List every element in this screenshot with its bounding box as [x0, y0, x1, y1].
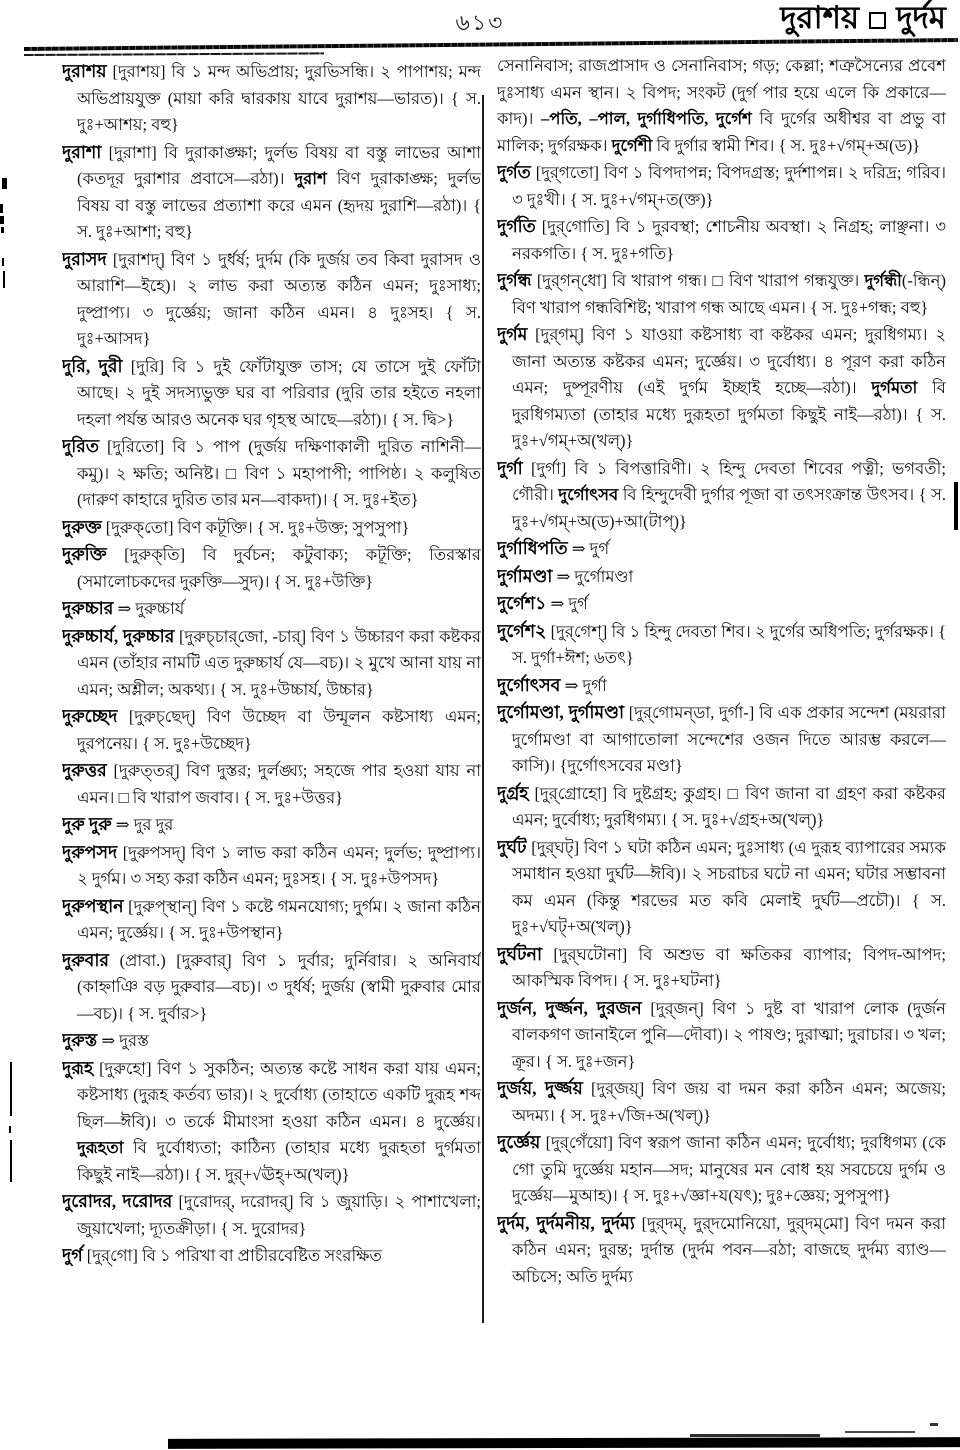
entry-headword: দুরু দুরু — [62, 814, 112, 834]
entry-headword: দুর্গাধিপতি — [497, 538, 568, 558]
entry-headword: দুরোদর, দরোদর — [62, 1191, 173, 1211]
dictionary-entry — [62, 595, 481, 623]
scan-artifact — [2, 258, 4, 266]
dictionary-entry — [62, 1055, 481, 1189]
column-divider — [482, 95, 484, 1323]
dictionary-entry — [497, 1210, 946, 1291]
scan-artifact — [1, 227, 4, 233]
entry-body: [দুরিতো] বি ১ পাপ (দুর্জয় দক্ষিণাকালী দুরিত নাশিনী—কমু)। ২ ক্ষতি; অনিষ্ট। □ বিণ ১ মহাপাপী; পাপিষ্ঠ। ২ কলুষিত (দারুণ কাহারে দুরিত তার মন—বাকদা)। { স. দুঃ+ইত} — [77, 437, 481, 509]
entry-headword: দুর্গামণ্ডা — [497, 565, 553, 586]
dictionary-entry — [62, 893, 481, 947]
entry-body: [দুর্‌গোমন্‌ডা, দুর্গা-] বি এক প্রকার সন্দেশ (ময়রারা দুর্গোমণ্ডা বা আগাতোলা সন্দেশের ওজন দিতে আরম্ভ করলে—কাসি)। {দুর্গোৎসবের মণ্ডা} — [512, 703, 946, 775]
entry-headword: দুরুপসদ — [62, 841, 118, 862]
scan-artifact — [0, 216, 4, 224]
guide-word-left: দুরাশয় — [780, 0, 860, 35]
entry-headword: দুর্গেশ২ — [497, 620, 547, 641]
entry-body: [দুর্‌গেশ্] বি ১ হিন্দু দেবতা শিব। ২ দুর্গের অধিপতি; দুর্গরক্ষক। { স. দুর্গা+ঈশ; ৬তৎ} — [512, 621, 946, 667]
guide-word-right: দুর্দম — [896, 0, 946, 35]
entry-body: [দুর্গা] বি ১ বিপত্তারিণী। ২ হিন্দু দেবতা শিবের পত্নী; ভগবতী; গৌরী। দুর্গোৎসব বি হিন্দুদেবী দুর্গার পূজা বা তৎসংক্রান্ত উৎসব। { স. দুঃ+√গম্+অ(ড)+আ(টাপ্)} — [512, 458, 946, 531]
entry-headword: দুরূহ — [62, 1057, 94, 1078]
header-rule-fragment — [24, 52, 324, 56]
entry-headword: দুর্জন, দুর্জ্জন, দুরজন — [497, 997, 642, 1018]
scan-artifact — [3, 271, 5, 288]
entry-headword: দুর্গোৎসব — [497, 674, 561, 695]
entry-body: ⇒ দুর্গা — [560, 675, 607, 695]
bottom-scan-bar — [168, 1437, 960, 1449]
scan-smudge — [845, 1431, 915, 1433]
entry-body: [দুর্‌জন্] বিণ ১ দুষ্ট বা খারাপ লোক (দুর্জন বালকগণ জানাইলে পুনি—দৌবা)। ২ পাষণ্ড; দুরাত্মা; দুরাচার। ৩ খল; ক্রূর। { স. দুঃ+জন} — [512, 998, 946, 1071]
entry-body: [দুরুপসদ্] বিণ ১ লাভ করা কঠিন এমন; দুর্লভ; দুষ্প্রাপ্য। ২ দুর্গম। ৩ সহ্য করা কঠিন এমন; দুঃসহ। { স. দুঃ+উপসদ} — [77, 842, 481, 888]
entry-headword: দুরুত্তর — [62, 760, 107, 780]
right-column — [497, 52, 946, 1342]
entry-body: [দুর্‌ঘট্] বিণ ১ ঘটা কঠিন এমন; দুঃসাধ্য (এ দুরূহ ব্যাপারের সম্যক সমাধান হওয়া দুর্ঘট—ঈবি)। ২ সচরাচর ঘটে না এমন; ঘটার সম্ভাবনা কম এমন (কিন্তু শরভের মত কবি মেলাই দুর্ঘট—প্রচৌ)। { স. দুঃ+√ঘট্+অ(খল্)} — [512, 837, 946, 936]
entry-body: [দুর্‌গন্‌ধো] বি খারাপ গন্ধ। □ বিণ খারাপ গন্ধযুক্ত। দুর্গন্ধী(-ন্ধিন্) বিণ খারাপ গন্ধবিশিষ্ট; খারাপ গন্ধ আছে এমন। { স. দুঃ+গন্ধ; বহু} — [512, 271, 946, 317]
dictionary-entry — [62, 433, 481, 514]
dictionary-entry — [62, 1242, 481, 1270]
entry-headword: দুর্গেশ১ — [497, 593, 547, 613]
entry-body: [দুরুচ্‌চার্‌জো, -চার্] বিণ ১ উচ্চারণ করা কষ্টকর এমন (তাঁহার নামটি এত দুরুচ্চার্য যে—বচ)। ২ মুখে আনা যায় না এমন; অশ্লীল; অকথ্য। { স. দুঃ+উচ্চার্য, উচ্চার} — [77, 626, 481, 699]
dictionary-entry — [497, 672, 946, 700]
dictionary-entry — [497, 1075, 946, 1129]
entry-body: [দুরুক্‌তি] বি দুর্বচন; কটুবাক্য; কটূক্তি; তিরস্কার (সমালোচকদের দুরুক্তি—সুদ)। { স. দুঃ+উক্তি} — [77, 545, 481, 591]
entry-body: [দুরুপ্‌স্থান্] বিণ ১ কষ্টে গমনযোগ্য; দুর্গম। ২ জানা কঠিন এমন; দুর্জ্ঞেয়। { স. দুঃ+উপস্থান} — [77, 896, 481, 942]
entry-body: [দুর্‌গো] বি ১ পরিখা বা প্রাচীরবেষ্টিত সংরক্ষিত — [82, 1246, 382, 1265]
entry-headword: দুরুস্ত — [62, 1030, 98, 1050]
entry-headword: দুরুচ্চার্য, দুরুচ্চার — [62, 625, 175, 646]
entry-body: [দুরাশদ্] বিণ ১ দুর্ধর্ষ; দুর্দম (কি দুর্জয় তব কিবা দুরাসদ ও আরাশি—ইহে)। ২ লাভ করা অত্যন্ত কঠিন এমন; দুঃসাধ্য; দুষ্প্রাপ্য। ৩ দুর্জ্ঞেয়; জানা কঠিন এমন। ৪ দুঃসহ। { স. দুঃ+আসদ} — [77, 249, 481, 348]
dictionary-entry — [497, 455, 946, 536]
entry-body: [দুর্‌ঘটোনা] বি অশুভ বা ক্ষতিকর ব্যাপার; বিপদ-আপদ; আকস্মিক বিপদ। { স. দুঃ+ঘটনা} — [512, 944, 946, 990]
entry-headword: দুরি, দুরী — [62, 355, 123, 376]
entry-body: [দুরি] বি ১ দুই ফোঁটাযুক্ত তাস; যে তাসে দুই ফোঁটা আছে। ২ দুই সদস্যভুক্ত ঘর বা পরিবার (দুরি তার হইতে নহলা দহলা পর্যন্ত আরও অনেক ঘর গৃহস্থ আছে—রঠা)। { স. দ্বি>} — [77, 356, 481, 429]
dictionary-entry — [62, 58, 481, 139]
entry-headword: দুর্দম, দুর্দমনীয়, দুর্দম্য — [497, 1212, 635, 1233]
entry-body: [দুরুহো] বিণ ১ সুকঠিন; অত্যন্ত কষ্টে সাধন করা যায় এমন; কষ্টসাধ্য (দুরূহ কর্তব্য ভার)। ২ দুর্বোধ্য (তাহাতে একটি দুরূহ শব্দ ছিল—ঈবি)। ৩ তর্কে মীমাংসা হওয়া কঠিন এমন। ৪ দুর্জ্ঞেয়। দুরূহতা বি দুর্বোধ্যতা; কাঠিন্য (তাহার মধ্যে দুরূহতা দুর্গমতা কিছুই নাই—রঠা)। { স. দুর্+√ঊহ্+অ(খল্)} — [77, 1058, 481, 1184]
entry-headword: দুর্গন্ধ — [497, 270, 532, 290]
entry-body: [দুরুচ্‌ছেদ্] বিণ উচ্ছেদ বা উন্মূলন কষ্টসাধ্য এমন; দুরপনেয়। { স. দুঃ+উচ্ছেদ} — [77, 707, 481, 753]
scan-artifact — [2, 178, 7, 189]
dictionary-entry — [62, 1188, 481, 1242]
dictionary-entry — [497, 699, 946, 780]
entry-headword: দুরিত — [62, 436, 99, 456]
dictionary-entry — [62, 139, 481, 246]
dictionary-entry — [497, 213, 946, 267]
entry-headword: দুর্গা — [497, 457, 523, 478]
entry-body: [দুরাশা] বি দুরাকাঙ্ক্ষা; দুর্লভ বিষয় বা বস্তু লাভের আশা (কতদূর দুরাশার প্রবাসে—রঠা)। দুরাশ বিণ দুরাকাঙ্ক্ষ; দুর্লভ বিষয় বা বস্তু লাভের প্রত্যাশা করে এমন (হৃদয় দুরাশি—রঠা)। { স. দুঃ+আশা; বহু} — [77, 142, 481, 241]
guide-words — [780, 0, 946, 36]
dictionary-entry — [497, 321, 946, 455]
entry-headword: দুর্জ্ঞেয় — [497, 1132, 541, 1152]
entry-headword: দুরাশা — [62, 141, 102, 162]
entry-body: ⇒ দুর্গোমণ্ডা — [552, 566, 634, 586]
scan-artifact — [10, 1062, 12, 1116]
entry-headword: দুরুবার — [62, 949, 110, 970]
dictionary-entry — [62, 757, 481, 811]
entry-headword: দুর্ঘটনা — [497, 943, 543, 964]
dictionary-entry — [497, 267, 946, 321]
entry-body: [দুরাশয়] বি ১ মন্দ অভিপ্রায়; দুরভিসন্ধি। ২ পাপাশয়; মন্দ অভিপ্রায়যুক্ত (মায়া করি দ্বারকায় যাবে দুরাশয়—ভারত)। { স. দুঃ+আশয়; বহু} — [77, 62, 481, 134]
scan-artifact — [954, 482, 958, 530]
entry-body: [দুর্‌গম্] বিণ ১ যাওয়া কষ্টসাধ্য বা কষ্টকর এমন; দুরধিগম্য। ২ জানা অত্যন্ত কষ্টকর এমন; দুর্জ্ঞেয়। ৩ দুর্বোধ্য। ৪ পূরণ করা কঠিন এমন; দুষ্পূরণীয় (এই দুর্গম ইচ্ছাই হচ্ছে—রঠা)। দুর্গমতা বি দুরধিগম্যতা (তাহার মধ্যে দুরূহতা দুর্গমতা কিছুই নাই—রঠা)। { স. দুঃ+√গম্+অ(খল্)} — [512, 325, 946, 450]
entry-headword: দুর্গত — [497, 162, 531, 182]
dictionary-entry — [497, 159, 946, 213]
entry-body: ⇒ দুর্গ — [567, 539, 610, 558]
dictionary-entry — [497, 995, 946, 1076]
entry-body: [দুর্‌দম্, দুর্‌দমোনিয়ো, দুর্‌দম্‌মো] বিণ দমন করা কঠিন এমন; দুরন্ত; দুর্দান্ত (দুর্দম পবন—রঠা; বাজছে দুর্দম্য ব্যাণ্ড—অচিসে; অতি দুর্দম্য — [512, 1213, 946, 1286]
dictionary-entry — [62, 246, 481, 353]
entry-body: ⇒ দুরস্ত — [97, 1031, 149, 1050]
dictionary-entry — [62, 947, 481, 1028]
dictionary-entry — [497, 563, 946, 591]
entry-headword: দুরুক্ত — [62, 516, 102, 537]
scan-artifact — [0, 204, 3, 213]
entry-body: ⇒ দুরুচ্চার্য — [113, 599, 185, 618]
dictionary-entry — [62, 353, 481, 434]
dictionary-entry — [497, 1129, 946, 1210]
dictionary-entry — [497, 834, 946, 941]
dictionary-entry — [497, 535, 946, 563]
dictionary-entry — [497, 941, 946, 995]
entry-headword: দুর্গম — [497, 324, 528, 344]
entry-headword: দুরাসদ — [62, 248, 107, 269]
entry-body: [দুর্‌গতো] বিণ ১ বিপদাপন্ন; বিপদগ্রস্ত; দুর্দশাপন্ন। ২ দরিদ্র; গরিব। ৩ দুঃখী। { স. দুঃ+√গম্+ত(ক্ত)} — [512, 163, 946, 209]
dictionary-entry — [62, 541, 481, 595]
entry-body: সেনানিবাস; রাজপ্রাসাদ ও সেনানিবাস; গড়; কেল্লা; শত্রুসৈন্যের প্রবেশ দুঃসাধ্য এমন স্থান। ২ বিপদ; সংকট (দুর্গ পার হয়ে এলে কি প্রকারে—কাদ)। –পতি, –পাল, দুর্গাধিপতি, দুর্গেশ বি দুর্গের অধীশ্বর বা প্রভু বা মালিক; দুর্গরক্ষক। দুর্গেশী বি দুর্গার স্বামী শিব। { স. দুঃ+√গম্+অ(ড)} — [497, 56, 946, 155]
dictionary-entry — [497, 618, 946, 672]
entry-body: [দুরুক্‌তো] বিণ কটূক্তি। { স. দুঃ+উক্ত; সুপসুপা} — [101, 517, 410, 537]
scan-artifact — [10, 1140, 12, 1182]
entry-headword: দুর্গতি — [497, 216, 536, 236]
dictionary-entry — [497, 590, 946, 618]
entry-headword: দুর্জয়, দুর্জ্জয় — [497, 1078, 583, 1098]
dictionary-entry — [62, 811, 481, 839]
entry-headword: দুরুচ্চার — [62, 598, 114, 618]
entry-body: ⇒ দুর দুর — [111, 815, 174, 834]
entry-body: [দুর্‌গেঁয়ো] বিণ স্বরূপ জানা কঠিন এমন; দুর্বোধ্য; দুরধিগম্য (কে গো তুমি দুর্জ্ঞেয় মহান—সদ; মানুষের মন বোধ হয় সবচেয়ে দুর্গম ও দুর্জ্ঞেয়—মুআহ)। { স. দুঃ+√জ্ঞা+য(যৎ); দুঃ+জ্ঞেয়; সুপসুপা} — [512, 1133, 946, 1205]
entry-headword: দুরুক্তি — [62, 544, 107, 564]
dictionary-entry — [62, 839, 481, 893]
dictionary-entry — [62, 703, 481, 757]
entry-body: ⇒ দুর্গ — [546, 594, 588, 613]
entry-body: (প্রাবা.) [দুরুবার্] বিণ ১ দুর্বার; দুর্নিবার। ২ অনিবার্য (কাহ্নাঞি বড় দুরুবার—বচ)। ৩ দুর্ধর্ষ; দুর্জয় (স্বামী দুরুবার মোর—বচ)। { স. দুর্বার>} — [77, 950, 481, 1023]
entry-headword: দুরাশয় — [62, 61, 107, 81]
dictionary-entry — [62, 514, 481, 542]
dictionary-entry — [62, 623, 481, 704]
dictionary-entry — [497, 780, 946, 834]
entry-headword: দুর্গোমণ্ডা, দুর্গামণ্ডা — [497, 702, 625, 722]
entry-body: [দুরোদর্, দরোদর্] বি ১ জুয়াড়ি। ২ পাশাখেলা; জুয়াখেলা; দ্যূতক্রীড়া। { স. দুরোদর} — [77, 1192, 481, 1238]
entry-headword: দুর্গ্রহ — [497, 782, 529, 803]
scan-smudge — [930, 1423, 938, 1426]
entry-body: [দুরুত্‌তর্] বিণ দুস্তর; দুর্লঙ্ঘ্য; সহজে পার হওয়া যায় না এমন। □ বি খারাপ জবাব। { স. দুঃ+উত্তর} — [77, 761, 481, 807]
entry-body: [দুর্‌গোতি] বি ১ দুরবস্থা; শোচনীয় অবস্থা। ২ নিগ্রহ; লাঞ্ছনা। ৩ নরকগতি। { স. দুঃ+গতি} — [512, 217, 946, 263]
scan-artifact — [9, 1126, 11, 1133]
page-number: ৬১৩ — [455, 10, 505, 35]
entry-headword: দুর্ঘট — [497, 836, 527, 857]
entry-headword: দুরুচ্ছেদ — [62, 706, 118, 726]
entry-headword: দুরুপস্থান — [62, 895, 124, 916]
dictionary-entry — [497, 52, 946, 159]
entry-body: [দুর্‌জয়্] বিণ জয় বা দমন করা কঠিন এমন; অজেয়; অদম্য। { স. দুঃ+√জি+অ(খল্)} — [512, 1079, 946, 1125]
entry-headword: দুর্গ — [62, 1245, 83, 1265]
separator-box-icon — [869, 12, 886, 29]
entry-body: [দুর্‌গ্রোহো] বি দুষ্টগ্রহ; কুগ্রহ। □ বিণ জানা বা গ্রহণ করা কষ্টকর এমন; দুর্বোধ্য; দুরধিগম্য। { স. দুঃ+√গ্রহ+অ(খল্)} — [512, 783, 946, 829]
dictionary-entry — [62, 1027, 481, 1055]
left-column — [62, 58, 481, 1388]
